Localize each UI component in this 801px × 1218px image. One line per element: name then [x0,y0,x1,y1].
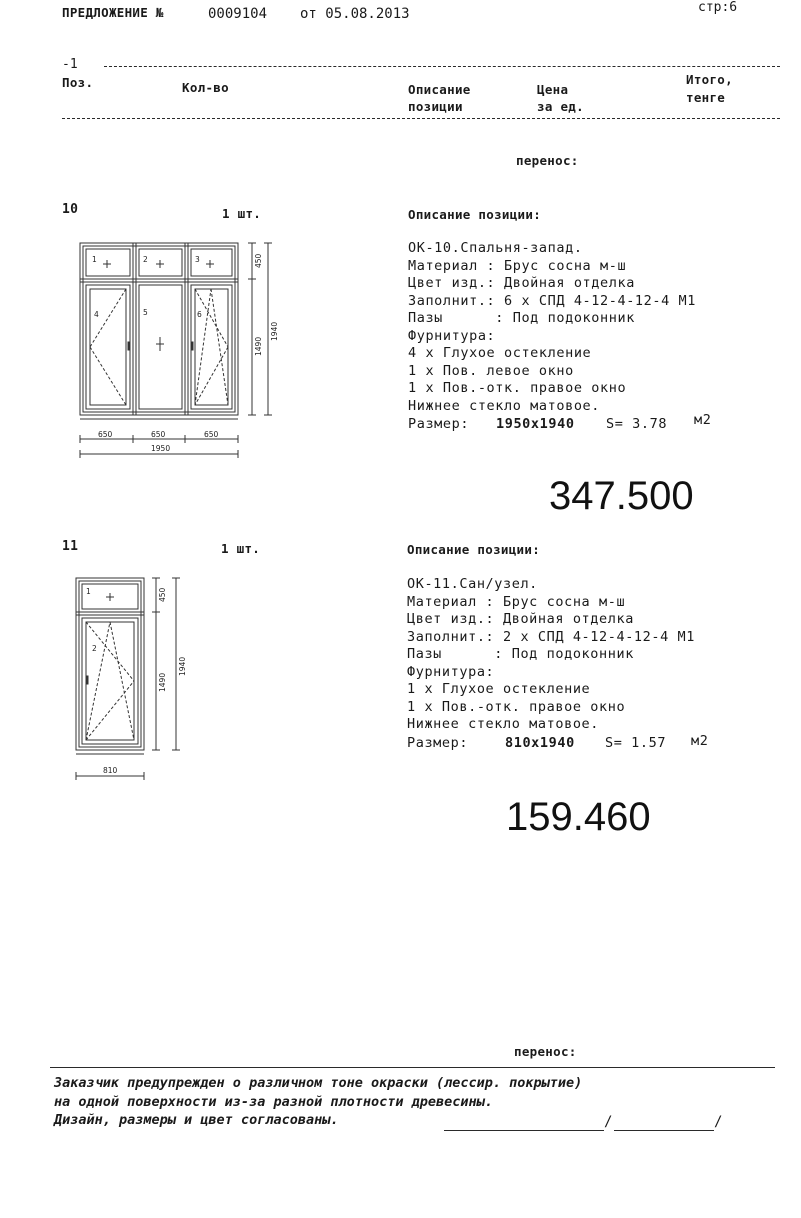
height-part: 450 [254,253,263,268]
item-10-window-drawing [70,238,290,463]
desc-line: Пазы : Под подоконник [407,646,634,662]
height-part: 1490 [158,672,167,692]
desc-line: Пазы : Под подоконник [408,310,635,326]
height-part: 1490 [254,336,263,356]
desc-line: 1 х Глухое остекление [407,681,591,697]
pane-number: 3 [195,255,200,264]
item-11-qty: 1 шт. [221,541,261,556]
item-10-price: 347.500 [549,474,694,518]
signature-line-1 [444,1130,604,1131]
col-desc-1: Описание [408,82,471,97]
size-label: Размер: [407,735,469,751]
doc-date: от 05.08.2013 [300,6,410,22]
col-total-2: тенге [686,90,726,105]
pane-number: 5 [143,308,148,317]
pane-number: 4 [94,310,99,319]
item-11-price: 159.460 [506,795,651,839]
header-top-rule [104,66,780,67]
item-10-qty: 1 шт. [222,206,262,221]
desc-line: Цвет изд.: Двойная отделка [408,275,635,291]
header-bottom-rule [62,118,780,119]
pane-number: 2 [143,255,148,264]
desc-line: Заполнит.: 6 х СПД 4-12-4-12-4 М1 [408,292,697,309]
table-marker: -1 [62,57,78,72]
item-11-pos: 11 [62,539,79,554]
doc-number: 0009104 [208,6,268,22]
width-part: 650 [204,430,219,439]
desc-line: Цвет изд.: Двойная отделка [407,611,634,627]
col-desc-2: позиции [408,99,463,114]
area-value: S= 3.78 [606,416,668,432]
desc-line: Материал : Брус сосна м-ш [407,593,626,610]
size-value: 810х1940 [505,735,575,751]
area-value: S= 1.57 [605,735,667,751]
pane-number: 1 [92,255,97,264]
height-part: 450 [158,587,167,602]
item-11-description [407,576,787,761]
height-total: 1940 [178,656,187,676]
desc-line: 4 х Глухое остекление [408,345,592,361]
desc-line: Заполнит.: 2 х СПД 4-12-4-12-4 М1 [407,628,696,645]
desc-line: 1 х Пов.-отк. правое окно [408,380,627,396]
carry-over-top: перенос: [516,153,579,168]
item-10-desc-title: Описание позиции: [408,207,542,222]
carry-over-bottom: перенос: [514,1044,577,1059]
col-price-1: Цена [537,82,569,97]
footer-line-3: Дизайн, размеры и цвет согласованы. [54,1112,339,1128]
page-number: стр:6 [698,0,738,15]
desc-line: Нижнее стекло матовое. [407,716,600,732]
width-total: 810 [103,766,118,775]
desc-line: Материал : Брус сосна м-ш [408,257,627,274]
desc-line: 1 х Пов.-отк. правое окно [407,698,626,715]
width-part: 650 [151,430,166,439]
desc-line: 1 х Пов. левое окно [408,362,574,379]
signature-line-2 [614,1130,714,1131]
col-qty: Кол-во [182,80,229,95]
footer-top-rule [50,1067,775,1068]
col-pos: Поз. [62,75,94,90]
item-10-pos: 10 [62,202,79,217]
area-unit: м2 [694,412,712,428]
signature-separator-2: / [714,1114,723,1130]
desc-line: ОК-11.Сан/узел. [407,576,538,592]
col-total-1: Итого, [686,72,733,87]
item-11-window-drawing [70,574,190,784]
desc-line: ОК-10.Спальня-запад. [408,240,583,256]
pane-number: 1 [86,587,91,596]
width-part: 650 [98,430,113,439]
size-value: 1950х1940 [496,416,575,432]
footer-line-2: на одной поверхности из-за разной плотности древесины. [54,1094,493,1110]
col-price-2: за ед. [537,99,584,114]
desc-line: Фурнитура: [407,663,495,680]
signature-separator-1: / [604,1114,613,1130]
pane-number: 2 [92,644,97,653]
desc-line: Нижнее стекло матовое. [408,397,601,414]
size-label: Размер: [408,416,470,432]
desc-line: Фурнитура: [408,327,496,344]
item-11-desc-title: Описание позиции: [407,542,541,557]
item-10-description [408,240,788,440]
footer-line-1: Заказчик предупрежден о различном тоне окраски (лессир. покрытие) [54,1075,583,1091]
pane-number: 6 [197,310,202,319]
doc-label: ПРЕДЛОЖЕНИЕ № [62,5,164,20]
height-total: 1940 [270,321,279,341]
width-total: 1950 [151,444,171,453]
area-unit: м2 [691,733,709,749]
